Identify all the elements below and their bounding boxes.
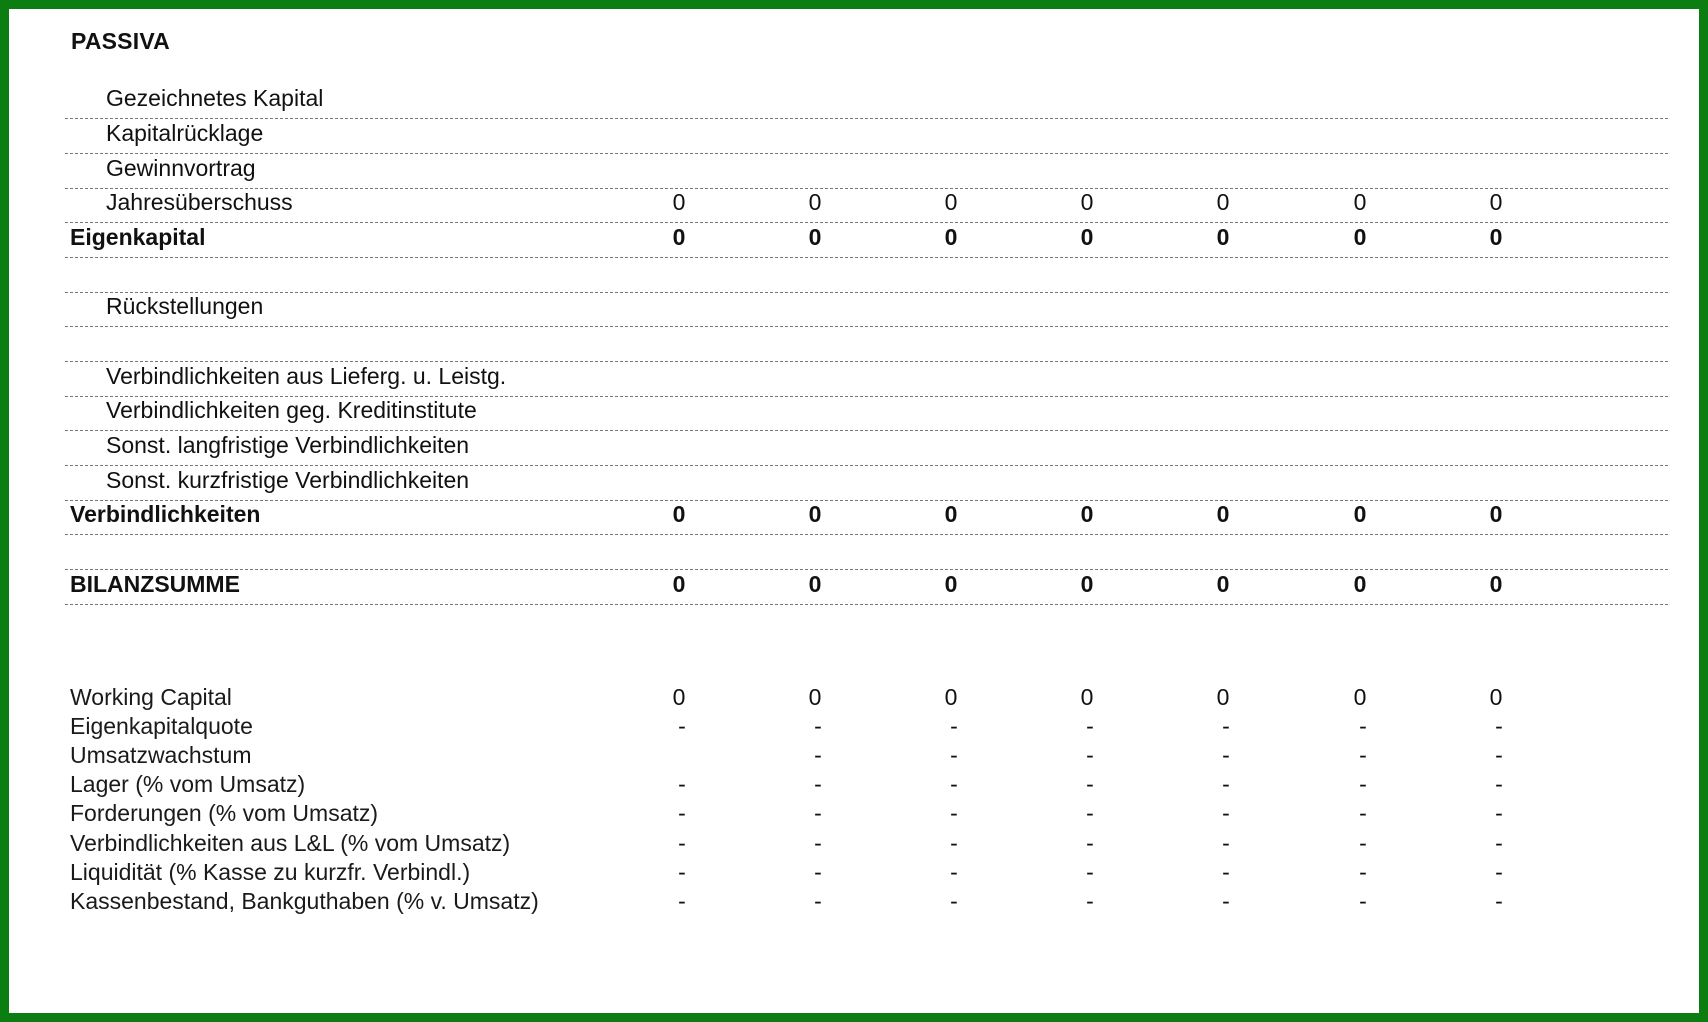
cell-value: 0 [1353,571,1367,597]
kpi-value: 0 [1080,684,1094,710]
cell-value: 0 [808,571,822,597]
kpi-label: Working Capital [70,684,232,710]
kpi-value: - [1359,742,1367,768]
cell-value: 0 [944,501,958,527]
kpi-value: - [814,713,822,739]
kpi-value: - [1359,713,1367,739]
row-bilanzsumme [65,567,1668,605]
row-eigenkapital [65,220,1668,258]
row-empty [65,532,1668,570]
kpi-forderungen-vom-umsatz [65,800,1668,832]
kpi-value: - [678,859,686,885]
cell-value: 0 [1489,189,1503,215]
kpi-value: - [950,888,958,914]
kpi-value: - [1495,771,1503,797]
kpi-value: 0 [1489,684,1503,710]
kpi-value: - [1222,800,1230,826]
cell-value: 0 [1216,189,1230,215]
row-rueckstellungen [65,289,1668,327]
kpi-value: - [1359,830,1367,856]
kpi-lager-vom-umsatz [65,771,1668,803]
kpi-value: - [950,742,958,768]
kpi-label: Forderungen (% vom Umsatz) [70,800,379,826]
kpi-value: 0 [1353,684,1367,710]
row-label: Eigenkapital [70,224,206,250]
cell-value: 0 [944,571,958,597]
kpi-verbindlichkeiten-aus-l-l-vom-umsatz [65,830,1668,862]
kpi-value: - [814,830,822,856]
kpi-value: - [1086,800,1094,826]
kpi-value: - [1086,830,1094,856]
kpi-value: - [950,800,958,826]
cell-value: 0 [1080,501,1094,527]
row-label: Verbindlichkeiten aus Lieferg. u. Leistg. [106,363,507,389]
kpi-value: - [1495,859,1503,885]
kpi-value: - [1359,771,1367,797]
kpi-value: - [1495,888,1503,914]
cell-value: 0 [1080,189,1094,215]
kpi-value: - [1495,742,1503,768]
kpi-liquiditaet-kasse-zu-kurzfr-verbindl [65,859,1668,891]
kpi-value: - [950,713,958,739]
row-label: Verbindlichkeiten [70,501,261,527]
cell-value: 0 [672,224,686,250]
cell-value: 0 [672,501,686,527]
kpi-value: - [1495,713,1503,739]
kpi-value: - [1222,713,1230,739]
kpi-value: 0 [944,684,958,710]
kpi-value: - [1495,800,1503,826]
row-verbindlichkeiten [65,497,1668,535]
cell-value: 0 [944,189,958,215]
cell-value: 0 [672,571,686,597]
row-jahresueberschuss [65,185,1668,223]
kpi-value: - [950,859,958,885]
cell-value: 0 [1080,571,1094,597]
cell-value: 0 [1216,224,1230,250]
kpi-value: - [1495,830,1503,856]
kpi-value: - [1086,713,1094,739]
kpi-value: - [1359,888,1367,914]
cell-value: 0 [808,501,822,527]
kpi-label: Kassenbestand, Bankguthaben (% v. Umsatz) [70,888,539,914]
row-verbindlichkeiten-geg-kreditinstitute [65,393,1668,431]
kpi-value: - [1086,888,1094,914]
cell-value: 0 [1353,501,1367,527]
kpi-value: - [1222,888,1230,914]
row-label: Verbindlichkeiten geg. Kreditinstitute [106,397,477,423]
section-title: PASSIVA [71,28,170,54]
row-gewinnvortrag [65,151,1668,189]
row-label: Sonst. kurzfristige Verbindlichkeiten [106,467,470,493]
kpi-value: - [814,859,822,885]
cell-value: 0 [1489,571,1503,597]
row-label: Kapitalrücklage [106,120,264,146]
kpi-value: - [678,800,686,826]
kpi-label: Umsatzwachstum [70,742,252,768]
row-label: Sonst. langfristige Verbindlichkeiten [106,432,470,458]
cell-value: 0 [1489,224,1503,250]
kpi-label: Lager (% vom Umsatz) [70,771,306,797]
cell-value: 0 [1489,501,1503,527]
kpi-value: - [1359,800,1367,826]
kpi-value: - [1222,859,1230,885]
row-sonst-langfristige-verbindlichkeiten [65,428,1668,466]
kpi-value: - [1222,742,1230,768]
kpi-value: - [950,830,958,856]
kpi-value: - [814,800,822,826]
cell-value: 0 [1216,571,1230,597]
cell-value: 0 [1353,189,1367,215]
kpi-eigenkapitalquote [65,713,1668,745]
kpi-value: - [950,771,958,797]
kpi-value: - [678,888,686,914]
row-kapitalruecklage [65,116,1668,154]
kpi-label: Liquidität (% Kasse zu kurzfr. Verbindl.) [70,859,471,885]
kpi-value: - [678,713,686,739]
row-label: BILANZSUMME [70,571,240,597]
row-sonst-kurzfristige-verbindlichkeiten [65,463,1668,501]
kpi-value: - [814,742,822,768]
cell-value: 0 [672,189,686,215]
kpi-value: 0 [1216,684,1230,710]
row-label: Jahresüberschuss [106,189,293,215]
kpi-value: - [1086,771,1094,797]
kpi-label: Verbindlichkeiten aus L&L (% vom Umsatz) [70,830,511,856]
kpi-value: - [1086,742,1094,768]
kpi-umsatzwachstum [65,742,1668,774]
kpi-value: - [814,888,822,914]
row-verbindlichkeiten-aus-lieferg-u-leistg [65,359,1668,397]
cell-value: 0 [808,189,822,215]
kpi-kassenbestand-bankguthaben-v-umsatz [65,888,1668,920]
kpi-value: - [1222,771,1230,797]
row-label: Gezeichnetes Kapital [106,85,324,111]
row-label: Gewinnvortrag [106,155,256,181]
row-empty [65,255,1668,293]
kpi-value: 0 [808,684,822,710]
kpi-value: - [678,771,686,797]
cell-value: 0 [1353,224,1367,250]
row-empty [65,324,1668,362]
kpi-value: - [1086,859,1094,885]
kpi-value: - [814,771,822,797]
kpi-label: Eigenkapitalquote [70,713,253,739]
kpi-value: 0 [672,684,686,710]
cell-value: 0 [808,224,822,250]
kpi-value: - [678,830,686,856]
row-label: Rückstellungen [106,293,264,319]
kpi-working-capital [65,684,1668,716]
cell-value: 0 [944,224,958,250]
cell-value: 0 [1080,224,1094,250]
cell-value: 0 [1216,501,1230,527]
kpi-value: - [1359,859,1367,885]
kpi-value: - [1222,830,1230,856]
row-gezeichnetes-kapital [65,81,1668,119]
